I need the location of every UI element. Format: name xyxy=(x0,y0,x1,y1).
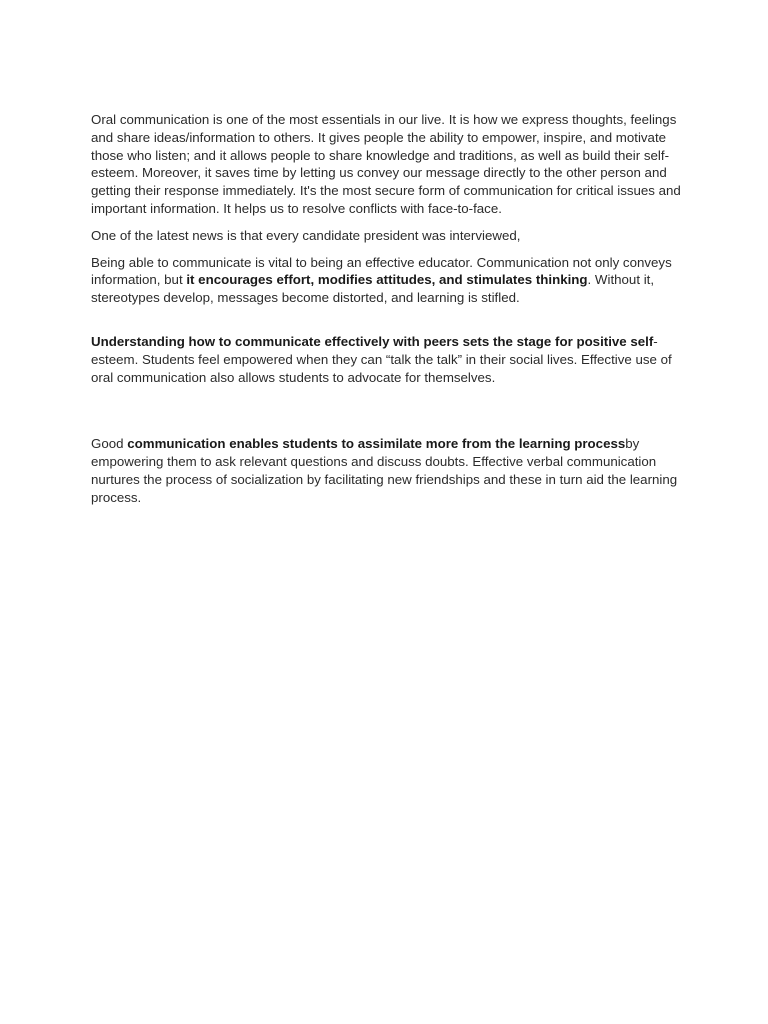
paragraph-peers xyxy=(91,333,687,386)
paragraph-text: . Without it, stereotypes develop, messages become distorted, and learning is stifled. xyxy=(91,272,655,306)
paragraph-latest-news: One of the latest news is that every candidate president was interviewed, xyxy=(91,227,521,243)
document-page xyxy=(91,111,687,516)
bold-phrase: communication enables students to assimilate more from the learning process xyxy=(127,436,626,452)
paragraph-text: Being able to communicate is vital to being an effective educator. Communication not only conveys information, but xyxy=(91,254,672,288)
paragraph-text: by empowering them to ask relevant questions and discuss doubts. Effective verbal communication nurtures the process of socialization by facilitating new friendships and these in turn aid the learning process. xyxy=(91,436,678,505)
paragraph-effective-educator xyxy=(91,254,687,307)
paragraph-good-communication xyxy=(91,435,687,506)
bold-phrase: Understanding how to communicate effectively with peers sets the stage for positive self xyxy=(91,333,654,349)
bold-phrase: it encourages effort, modifies attitudes, and stimulates thinking xyxy=(186,272,588,288)
paragraph-text: -esteem. Students feel empowered when they can “talk the talk” in their social lives. Effective use of oral communication also allows students to advocate for themselves. xyxy=(91,333,672,385)
paragraph-text: Good xyxy=(91,436,128,452)
paragraph-oral-communication: Oral communication is one of the most essentials in our live. It is how we express thoughts, feelings and share ideas/information to others. It gives people the ability to empower, inspire, and motivate those who listen; and it allows people to share knowledge and traditions, as well as build their self-esteem. Moreover, it saves time by letting us convey our message directly to the other person and getting their response immediately. It's the most secure form of communication for critical issues and important information. It helps us to resolve conflicts with face-to-face. xyxy=(91,112,681,216)
